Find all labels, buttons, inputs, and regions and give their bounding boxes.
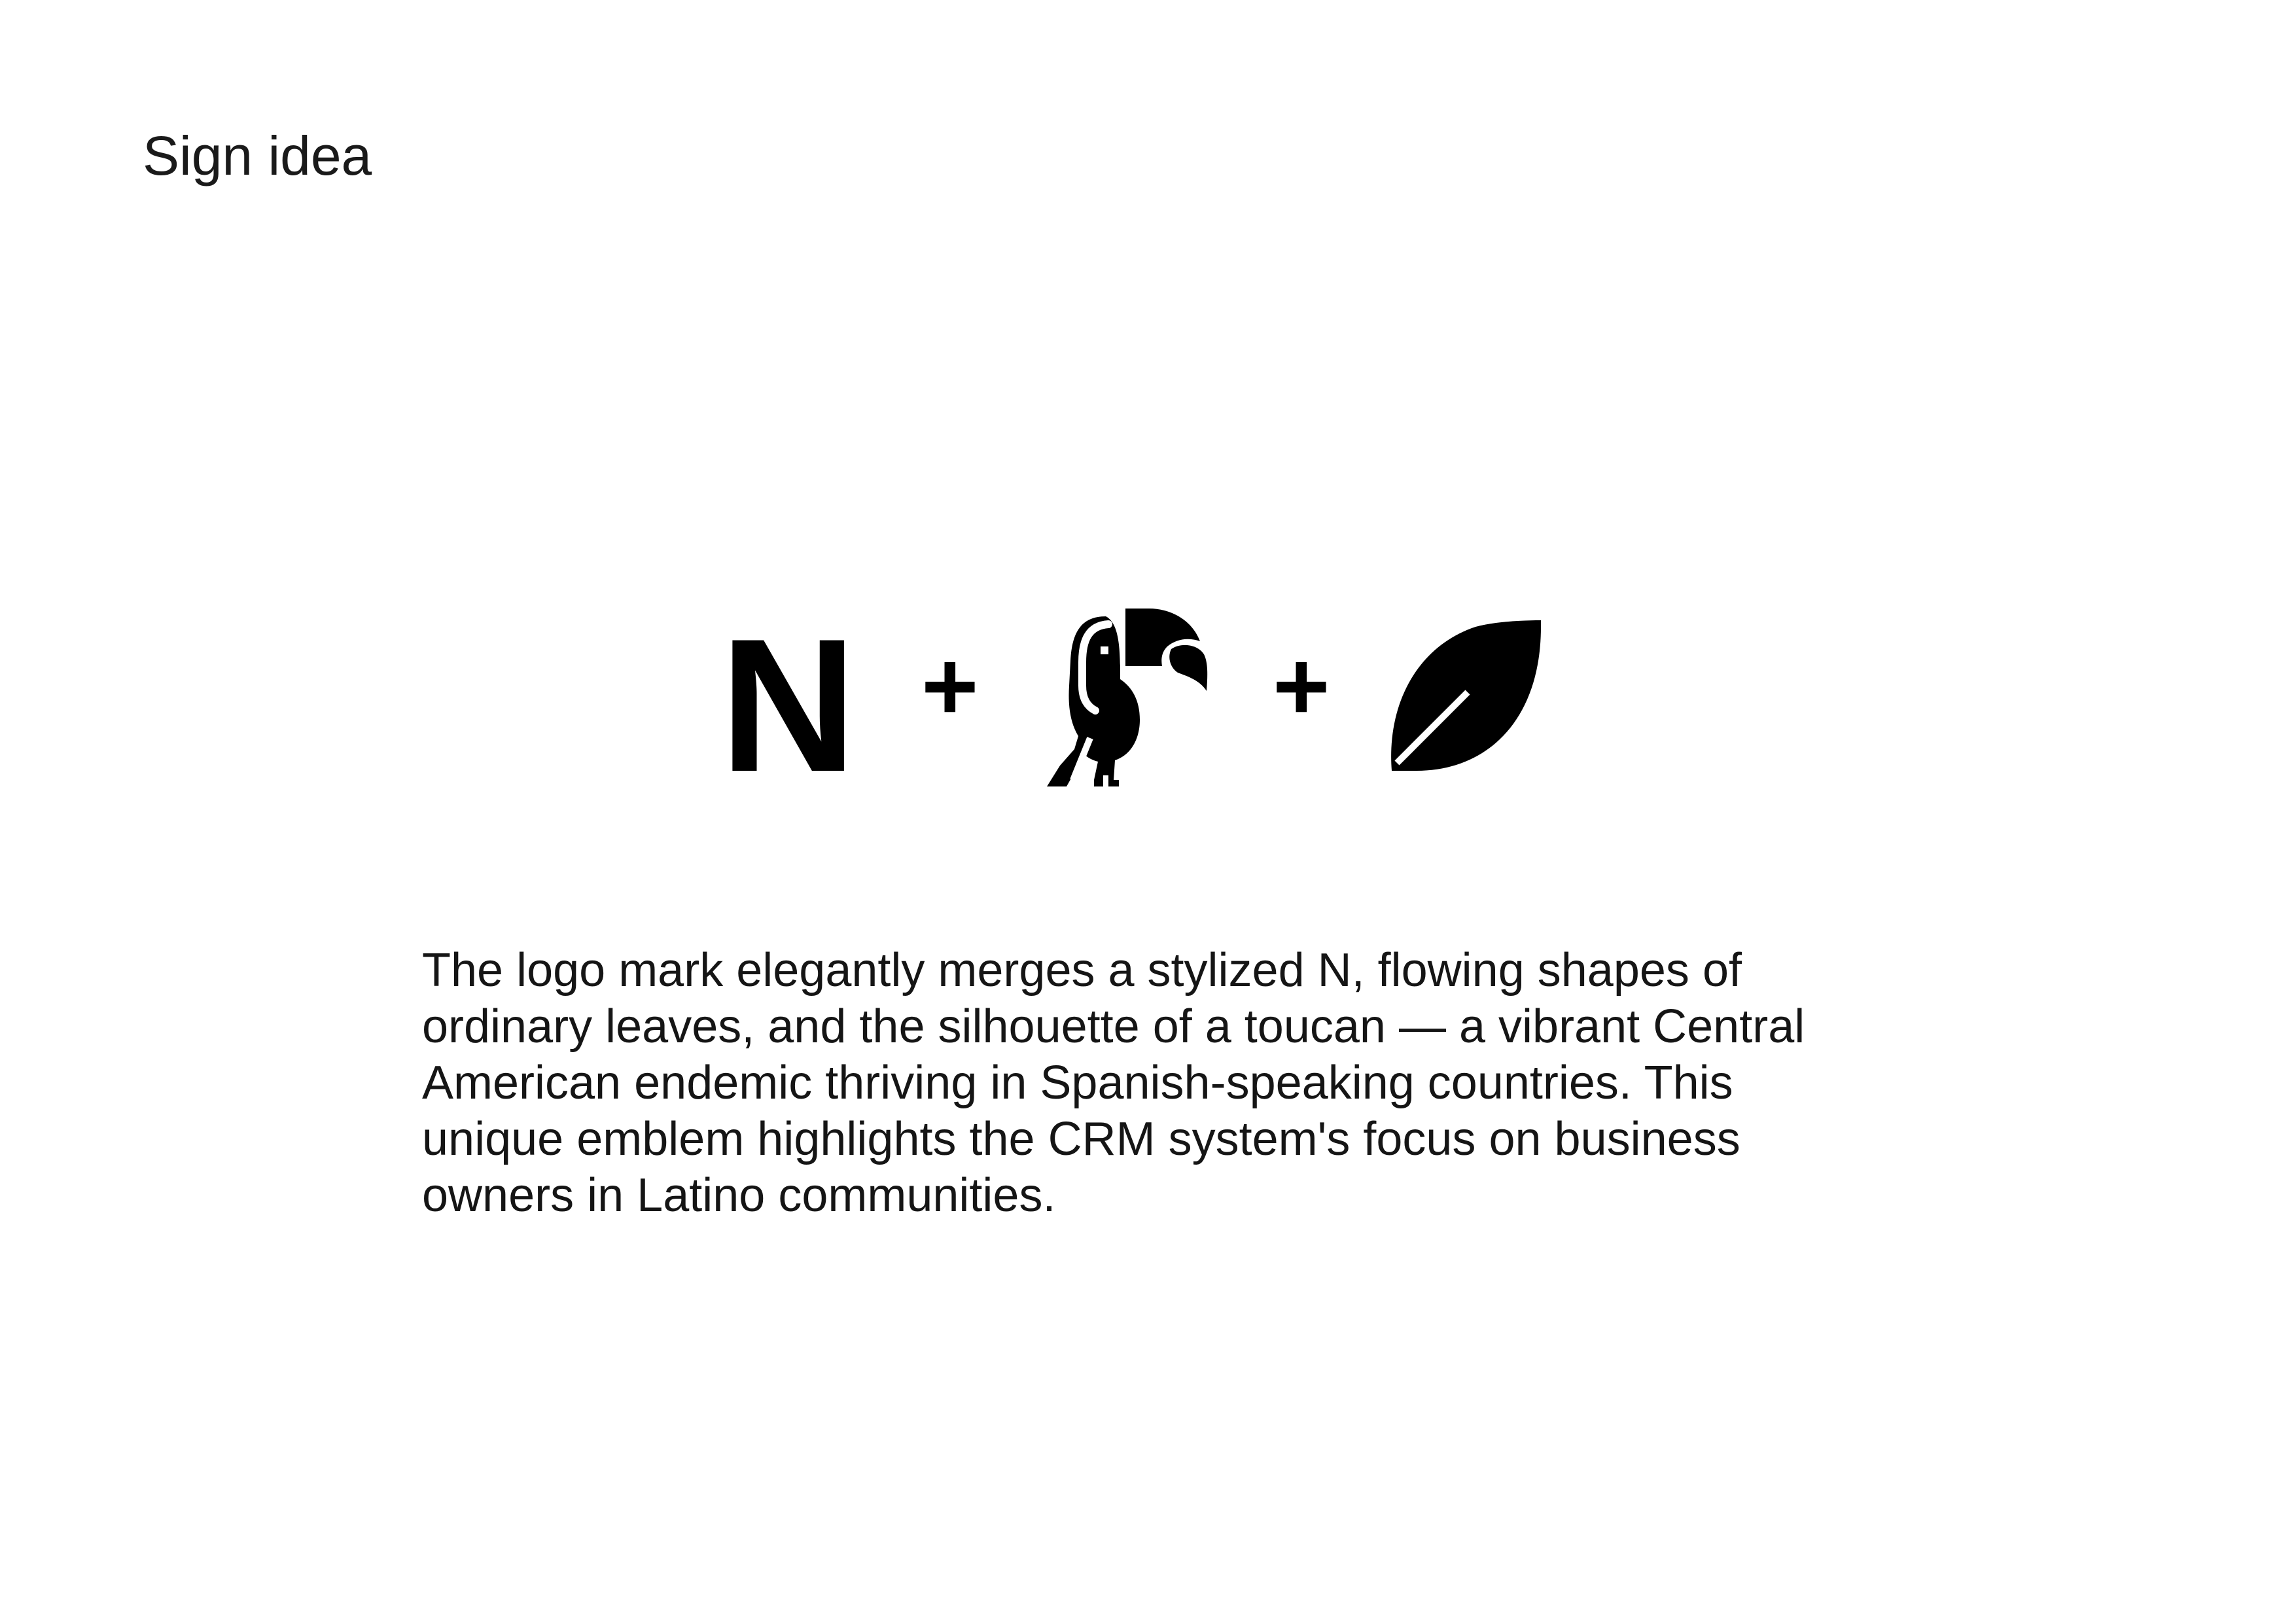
toucan-icon [1047, 609, 1207, 787]
plus-sign: + [921, 631, 979, 741]
page-title: Sign idea [143, 125, 372, 186]
description-line: The logo mark elegantly merges a stylized N, flowing shapes of [422, 944, 1742, 997]
description-line: ordinary leaves, and the silhouette of a toucan — a vibrant Central [422, 1000, 1805, 1053]
letter-n: N [720, 599, 857, 811]
plus-sign: + [1273, 631, 1330, 741]
logo-formula [720, 599, 1570, 811]
leaf-icon [1391, 620, 1541, 771]
description-line: owners in Latino communities. [422, 1169, 1056, 1222]
description-line: American endemic thriving in Spanish-speaking countries. This [422, 1057, 1733, 1109]
description-line: unique emblem highlights the CRM system's focus on business [422, 1113, 1740, 1165]
description-paragraph [422, 942, 1927, 1224]
logo-formula-graphic [720, 599, 1570, 811]
